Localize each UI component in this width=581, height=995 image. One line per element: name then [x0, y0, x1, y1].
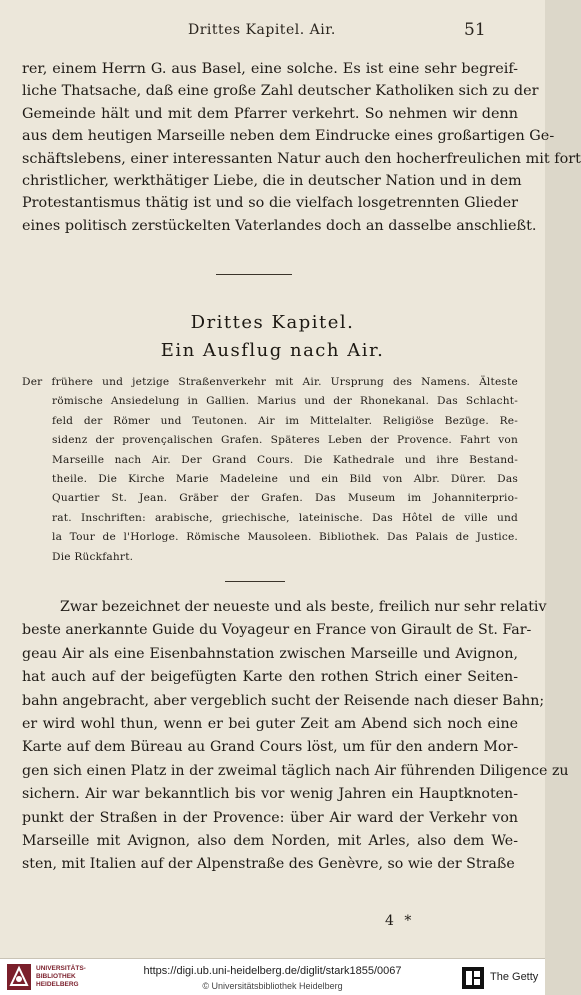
text-line: römische Ansiedelung in Gallien. Marius und der Rhonekanal. Das Schlacht- — [52, 395, 518, 408]
text-line: Quartier St. Jean. Gräber der Grafen. Das Museum im Johanniterprio- — [52, 492, 518, 505]
text-line: aus dem heutigen Marseille neben dem Eindrucke eines großartigen Ge- — [22, 128, 555, 145]
copyright-text: © Universitätsbibliothek Heidelberg — [202, 981, 343, 991]
running-title: Drittes Kapitel. Air. — [188, 22, 336, 38]
paragraph-continued — [22, 58, 581, 237]
text-line: la Tour de l'Horloge. Römische Mausoleen. Bibliothek. Das Palais de Justice. — [52, 531, 518, 544]
viewer-footer — [0, 958, 545, 995]
text-line: feld der Römer und Teutonen. Air im Mittelalter. Religiöse Bezüge. Re- — [52, 414, 518, 427]
text-line: bahn angebracht, aber vergeblich sucht der Reisende nach dieser Bahn; — [22, 692, 545, 709]
library-name: UNIVERSITÄTS- BIBLIOTHEK HEIDELBERG — [36, 965, 86, 988]
text-line: Gemeinde hält und mit dem Pfarrer verkehrt. So nehmen wir denn — [22, 105, 518, 122]
text-line: Der frühere und jetzige Straßenverkehr mit Air. Ursprung des Namens. Älteste — [22, 376, 518, 388]
document-url-link[interactable]: https://digi.ub.uni-heidelberg.de/diglit/stark1855/0067 — [143, 965, 402, 977]
text-line: eines politisch zerstückelten Vaterlandes doch an dasselbe anschließt. — [22, 217, 537, 234]
text-line: er wird wohl thun, wenn er bei guter Zeit am Abend sich noch eine — [22, 715, 518, 732]
text-line: Karte auf dem Büreau au Grand Cours löst, um für den andern Mor- — [22, 739, 518, 756]
getty-logo-icon — [462, 967, 484, 989]
chapter-body-paragraph — [22, 596, 569, 877]
text-line: sichern. Air war bekanntlich bis vor wenig Jahren ein Hauptknoten- — [22, 786, 518, 803]
text-line: christlicher, werkthätiger Liebe, die in deutscher Nation und in dem — [22, 172, 522, 189]
summary-divider — [225, 581, 285, 582]
text-line: Zwar bezeichnet der neueste und als beste, freilich nur sehr relativ — [60, 599, 547, 615]
text-line: schäftslebens, einer interessanten Natur auch den hocherfreulichen mit fort — [22, 150, 581, 167]
chapter-summary — [22, 373, 518, 567]
partner-name: The Getty — [490, 971, 539, 983]
text-line: sten, mit Italien auf der Alpenstraße des Genèvre, so wie der Straße — [22, 856, 515, 873]
text-line: sidenz der provençalischen Grafen. Späteres Leben der Provence. Fahrt von — [52, 434, 518, 447]
text-line: theile. Die Kirche Marie Madeleine und ein Bild von Albr. Dürer. Das — [52, 472, 518, 485]
page-number: 51 — [464, 20, 486, 40]
text-line: liche Thatsache, daß eine große Zahl deutscher Katholiken sich zu der — [22, 83, 539, 100]
text-line: rat. Inschriften: arabische, griechische, lateinische. Das Hôtel de ville und — [52, 511, 518, 524]
text-line: Marseille nach Air. Der Grand Cours. Die Kathedrale und ihre Bestand- — [52, 453, 518, 466]
text-line: hat auch auf der beigefügten Karte den rothen Strich einer Seiten- — [22, 669, 518, 686]
text-line: beste anerkannte Guide du Voyageur en France von Girault de St. Far- — [22, 622, 532, 639]
running-header — [0, 22, 545, 42]
text-line: rer, einem Herrn G. aus Basel, eine solche. Es ist eine sehr begreif- — [22, 61, 518, 77]
text-line: punkt der Straßen in der Provence: über Air ward der Verkehr von — [22, 809, 518, 826]
signature-mark: 4 * — [385, 913, 415, 929]
chapter-heading: Drittes Kapitel. — [190, 312, 355, 333]
text-line: Marseille mit Avignon, also dem Norden, mit Arles, also dem We- — [22, 832, 518, 849]
text-line: Protestantismus thätig ist und so die vielfach losgetrennten Glieder — [22, 195, 518, 212]
chapter-subheading: Ein Ausflug nach Air. — [160, 340, 385, 361]
text-line: Die Rückfahrt. — [52, 550, 134, 563]
text-line: geau Air als eine Eisenbahnstation zwischen Marseille und Avignon, — [22, 645, 518, 662]
text-line: gen sich einen Platz in der zweimal täglich nach Air führenden Diligence zu — [22, 762, 569, 779]
section-divider — [216, 274, 292, 275]
